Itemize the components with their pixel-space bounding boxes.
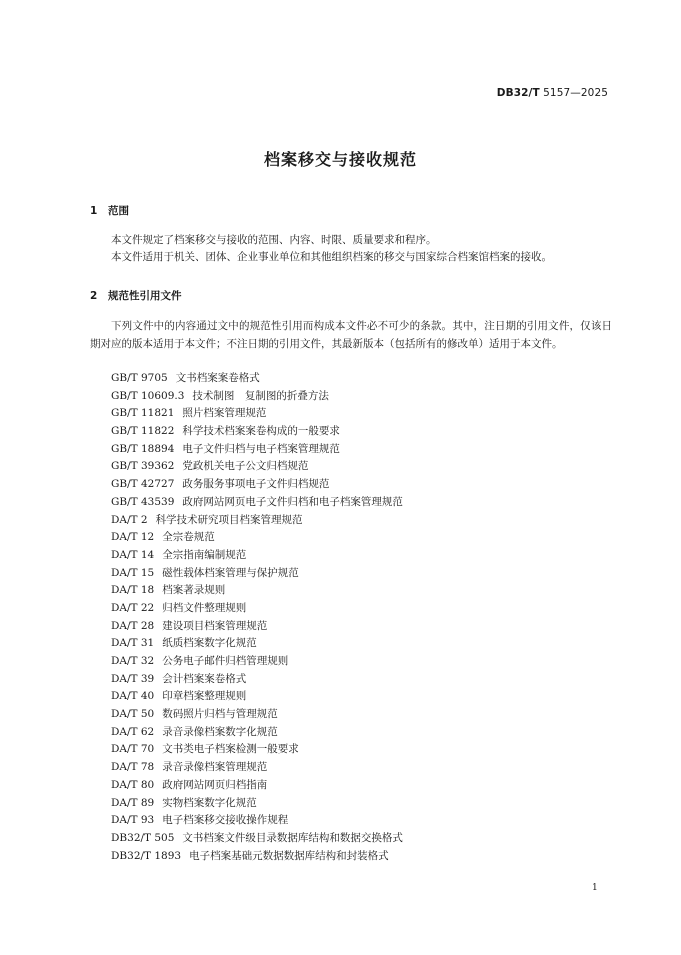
reference-title: 电子文件归档与电子档案管理规范 xyxy=(182,442,340,455)
reference-code: DA/T 28 xyxy=(111,619,155,632)
reference-title: 政府网站网页电子文件归档和电子档案管理规范 xyxy=(182,495,403,508)
section-heading-scope xyxy=(90,203,129,218)
reference-code: DA/T 39 xyxy=(111,672,155,685)
reference-code: DA/T 32 xyxy=(111,655,155,667)
reference-item xyxy=(111,441,403,459)
section-heading-normative-references xyxy=(90,288,182,303)
paragraph-scope-2: 本文件适用于机关、团体、企业事业单位和其他组织档案的移交与国家综合档案馆档案的接收。 xyxy=(111,251,552,263)
reference-code: DA/T 78 xyxy=(111,761,155,774)
reference-title: 政府网站网页归档指南 xyxy=(162,778,268,791)
reference-title: 全宗卷规范 xyxy=(162,531,215,544)
document-code-prefix: DB32/T xyxy=(496,87,540,99)
reference-item xyxy=(111,582,403,600)
reference-title: 档案著录规则 xyxy=(162,584,226,597)
reference-list xyxy=(111,370,403,865)
reference-code: GB/T 42727 xyxy=(111,478,175,491)
reference-title: 政务服务事项电子文件归档规范 xyxy=(182,478,330,491)
reference-code: DA/T 62 xyxy=(111,725,155,738)
reference-code: DA/T 89 xyxy=(111,796,155,809)
reference-code: DA/T 15 xyxy=(111,566,155,579)
reference-code: DA/T 40 xyxy=(111,690,155,703)
reference-item xyxy=(111,724,403,742)
reference-title: 印章档案整理规则 xyxy=(162,690,247,703)
reference-code: DA/T 2 xyxy=(111,513,148,526)
reference-code: GB/T 10609.3 xyxy=(111,389,185,402)
reference-title: 实物档案数字化规范 xyxy=(162,796,257,809)
reference-item xyxy=(111,494,403,512)
section-title: 范围 xyxy=(108,205,129,217)
reference-title: 科学技术研究项目档案管理规范 xyxy=(155,513,303,526)
section-number: 2 xyxy=(90,290,98,302)
reference-item xyxy=(111,458,403,476)
reference-item xyxy=(111,618,403,636)
reference-code: GB/T 11822 xyxy=(111,425,175,438)
reference-title: 电子档案移交接收操作规程 xyxy=(162,814,289,827)
reference-code: DA/T 12 xyxy=(111,531,155,544)
reference-item xyxy=(111,476,403,494)
reference-code: DB32/T 1893 xyxy=(111,849,182,862)
reference-item xyxy=(111,741,403,759)
reference-item xyxy=(111,795,403,813)
reference-title: 照片档案管理规范 xyxy=(182,407,267,420)
reference-item xyxy=(111,600,403,618)
reference-code: DA/T 50 xyxy=(111,708,155,721)
document-code xyxy=(497,87,608,99)
reference-item xyxy=(111,512,403,530)
reference-item xyxy=(111,529,403,547)
reference-item xyxy=(111,812,403,830)
page-number: 1 xyxy=(592,883,598,893)
reference-title: 公务电子邮件归档管理规则 xyxy=(162,655,289,667)
reference-title: 文书档案文件级目录数据库结构和数据交换格式 xyxy=(182,831,403,844)
reference-title: 纸质档案数字化规范 xyxy=(162,637,257,650)
reference-title: 科学技术档案案卷构成的一般要求 xyxy=(182,425,340,438)
reference-code: DA/T 14 xyxy=(111,548,155,561)
reference-item xyxy=(111,370,403,388)
reference-code: GB/T 11821 xyxy=(111,407,175,420)
reference-code: DA/T 70 xyxy=(111,743,155,756)
document-code-number: 5157—2025 xyxy=(539,87,608,99)
reference-item xyxy=(111,653,403,671)
reference-item xyxy=(111,777,403,795)
section-number: 1 xyxy=(90,205,98,217)
reference-code: GB/T 9705 xyxy=(111,372,168,384)
reference-title: 数码照片归档与管理规范 xyxy=(162,708,278,721)
reference-item xyxy=(111,547,403,565)
reference-item xyxy=(111,423,403,441)
reference-item xyxy=(111,635,403,653)
section-title: 规范性引用文件 xyxy=(108,290,182,302)
reference-title: 录音录像档案管理规范 xyxy=(162,761,268,774)
reference-title: 技术制图 复制图的折叠方法 xyxy=(192,389,329,402)
reference-title: 磁性载体档案管理与保护规范 xyxy=(162,566,299,579)
reference-code: DB32/T 505 xyxy=(111,831,175,844)
reference-code: DA/T 18 xyxy=(111,584,155,597)
reference-title: 电子档案基础元数据数据库结构和封装格式 xyxy=(189,849,389,862)
reference-title: 党政机关电子公文归档规范 xyxy=(182,460,309,473)
reference-item xyxy=(111,388,403,406)
reference-code: DA/T 93 xyxy=(111,814,155,827)
paragraph-normative-intro: 下列文件中的内容通过文中的规范性引用而构成本文件必不可少的条款。其中，注日期的引用文件，仅该日期对应的版本适用于本文件；不注日期的引用文件，其最新版本（包括所有的修改单）适用于本文件。 xyxy=(90,320,612,350)
reference-code: DA/T 80 xyxy=(111,778,155,791)
reference-title: 录音录像档案数字化规范 xyxy=(162,725,278,738)
reference-item xyxy=(111,848,403,866)
reference-item xyxy=(111,706,403,724)
reference-title: 文书类电子档案检测一般要求 xyxy=(162,743,299,756)
document-title: 档案移交与接收规范 xyxy=(263,150,417,169)
reference-title: 全宗指南编制规范 xyxy=(162,548,247,561)
reference-item xyxy=(111,671,403,689)
reference-item xyxy=(111,830,403,848)
reference-item xyxy=(111,688,403,706)
reference-code: GB/T 43539 xyxy=(111,495,175,508)
reference-item xyxy=(111,759,403,777)
reference-code: GB/T 39362 xyxy=(111,460,175,473)
reference-title: 建设项目档案管理规范 xyxy=(162,619,268,632)
reference-code: DA/T 22 xyxy=(111,601,155,614)
reference-title: 文书档案案卷格式 xyxy=(175,372,260,384)
reference-code: DA/T 31 xyxy=(111,637,155,650)
reference-item xyxy=(111,565,403,583)
reference-title: 会计档案案卷格式 xyxy=(162,672,247,685)
reference-code: GB/T 18894 xyxy=(111,442,175,455)
paragraph-scope-1: 本文件规定了档案移交与接收的范围、内容、时限、质量要求和程序。 xyxy=(111,234,437,246)
reference-item xyxy=(111,405,403,423)
reference-title: 归档文件整理规则 xyxy=(162,601,247,614)
